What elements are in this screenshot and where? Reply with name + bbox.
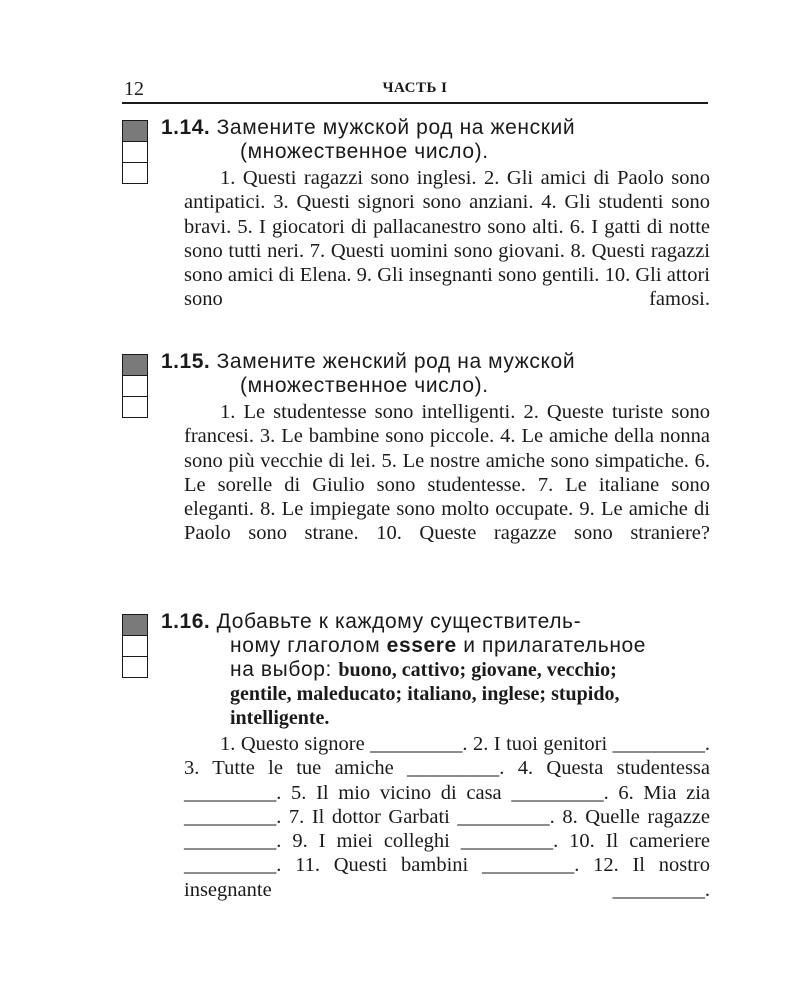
difficulty-marks	[122, 354, 148, 418]
difficulty-mark-filled	[122, 120, 148, 142]
verb-essere: essere	[386, 634, 457, 657]
exercise-instruction-cont: на выбор: buono, cattivo; giovane, vecchio;	[230, 658, 617, 681]
exercise-text: 1. Questi ragazzi sono inglesi. 2. Gli amici di Paolo sono antipatici. 3. Questi signori sono anziani. 4. Gli studenti sono bravi. 5. I giocatori di pallacanestro sono alti. 6. I gatti di notte sono tutti neri. 7. Questi uomini sono giovani. 8. Questi ragazzi sono amici di Elena. 9. Gli insegnanti sono gentili. 10. Gli attori sono famosi.	[184, 167, 710, 311]
exercise-number: 1.16.	[161, 610, 211, 633]
difficulty-mark-empty	[122, 657, 148, 678]
difficulty-mark-empty	[122, 376, 148, 397]
adjective-list: buono, cattivo; giovane, vecchio;	[338, 659, 617, 681]
exercise-instruction-cont	[230, 706, 710, 730]
exercise-instruction-cont: (множественное число).	[240, 374, 489, 397]
difficulty-mark-filled	[122, 354, 148, 376]
exercise-1-15	[122, 350, 710, 546]
exercise-instruction: 1.15. Замените женский род на мужской	[161, 350, 576, 373]
difficulty-mark-empty	[122, 163, 148, 184]
exercise-number: 1.15.	[161, 350, 211, 373]
exercise-instruction: 1.16. Добавьте к каждому существитель-	[161, 610, 582, 633]
adjective-list: gentile, maleducato; italiano, inglese; stupido,	[230, 683, 620, 705]
exercise-instruction-cont	[230, 682, 710, 706]
exercise-text: 1. Questo signore _________. 2. I tuoi genitori _________. 3. Tutte le tue amiche _________. 4. Questa studentessa _________. 5. Il mio vicino di casa _________. 6. Mia zia _________. 7. Il dottor Garbati _________. 8. Quelle ragazze _________. 9. I miei colleghi _________. 10. Il cameriere _________. 11. Questi bambini _________. 12. Il nostro insegnante _________.	[184, 733, 710, 901]
adjective-list: intelligente.	[230, 707, 330, 729]
exercise-instruction: 1.14. Замените мужской род на женский	[161, 116, 576, 139]
page-header	[122, 76, 708, 104]
difficulty-mark-empty	[122, 142, 148, 163]
exercise-number: 1.14.	[161, 116, 211, 139]
exercise-instruction-cont: (множественное число).	[240, 140, 489, 163]
difficulty-marks	[122, 614, 148, 678]
exercise-instruction-cont: ному глаголом essere и прилагательное	[230, 634, 647, 657]
difficulty-mark-empty	[122, 636, 148, 657]
exercise-1-14	[122, 116, 710, 312]
difficulty-mark-empty	[122, 397, 148, 418]
exercise-1-16	[122, 610, 710, 902]
exercise-text: 1. Le studentesse sono intelligenti. 2. Queste turiste sono francesi. 3. Le bambine sono piccole. 4. Le amiche della nonna sono più vecchie di lei. 5. Le nostre amiche sono simpatiche. 6. Le sorelle di Giulio sono studentesse. 7. Le italiane sono eleganti. 8. Le impiegate sono molto occupate. 9. Le amiche di Paolo sono strane. 10. Queste ragazze sono straniere?	[184, 401, 710, 545]
difficulty-mark-filled	[122, 614, 148, 636]
part-title: ЧАСТЬ I	[382, 80, 448, 96]
difficulty-marks	[122, 120, 148, 184]
page-number: 12	[124, 78, 144, 100]
